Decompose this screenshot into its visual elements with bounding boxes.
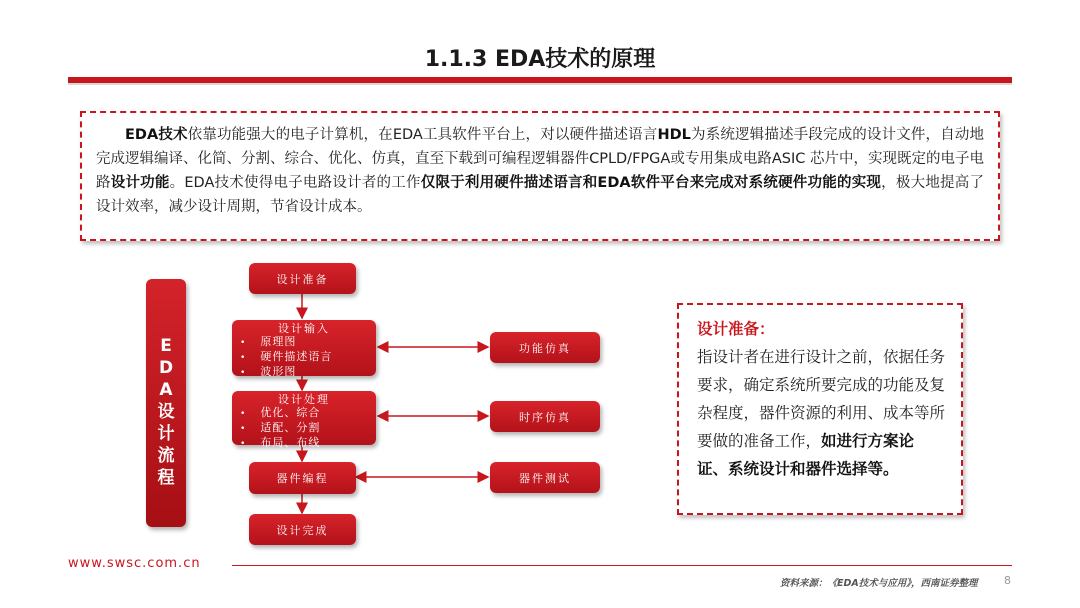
node-design-prep: [249, 263, 356, 294]
node-label: 器件编程: [276, 472, 329, 485]
intro-term-eda: EDA技术: [125, 127, 188, 143]
side-char: 程: [157, 468, 175, 488]
side-char: D: [158, 358, 174, 378]
note-text: 指设计者在进行设计之前，依据任务要求，确定系统所要完成的功能及复杂程度，器件资源的利用、成本等所要做的准备工作，: [697, 348, 946, 450]
note-emphasis: 如进行方案论证、系统设计和器件选择等。: [697, 432, 915, 478]
side-char: A: [159, 380, 173, 400]
intro-term-hdl: HDL: [657, 127, 691, 143]
node-design-done: [249, 514, 356, 545]
intro-text-1: 依靠功能强大的电子计算机，在EDA工具软件平台上，对以硬件描述语言: [187, 127, 658, 143]
intro-text-3: 。EDA技术使得电子电路设计者的工作: [169, 175, 421, 191]
intro-text-2: 为系统逻辑描述手段完成的设计文件，自动地完成逻辑编译、化简、分割、综合、优化、仿真，直至下载到可编程逻辑器件CPLD/FPGA或专用集成电路ASIC 芯片中，实现既定的电子电路: [96, 127, 985, 191]
node-items: [232, 406, 376, 451]
node-function-sim: [490, 332, 600, 363]
node-timing-sim: [490, 401, 600, 432]
note-body: [697, 343, 945, 483]
node-label: 功能仿真: [519, 341, 571, 355]
page-title: 1.1.3 EDA技术的原理: [424, 47, 656, 72]
node-item: • 原理图: [240, 335, 376, 350]
node-label: 器件测试: [519, 471, 571, 485]
node-device-test: [490, 462, 600, 493]
node-item: • 硬件描述语言: [240, 350, 376, 365]
node-label: 设计完成: [276, 523, 329, 537]
footer-divider: [232, 565, 1012, 566]
node-item: • 优化、综合: [240, 406, 376, 421]
intro-term-design-function: 设计功能: [110, 175, 170, 191]
node-title: 设计输入: [278, 322, 330, 335]
node-label: 时序仿真: [519, 410, 571, 424]
node-item: • 适配、分割: [240, 421, 376, 436]
note-title: 设计准备：: [697, 320, 775, 338]
source-note: 资料来源：《EDA技术与应用》，西南证券整理: [780, 578, 978, 589]
node-item: • 波形图: [240, 365, 376, 380]
side-char: 设: [157, 402, 175, 422]
side-char: E: [160, 336, 172, 356]
node-label: 设计准备: [276, 272, 329, 286]
side-char: 计: [157, 424, 175, 444]
node-items: [232, 335, 376, 380]
node-item: • 布局、布线: [240, 436, 376, 451]
design-prep-note: [677, 303, 963, 515]
intro-text-4: ，极大地提高了设计效率，减少设计周期，节省设计成本。: [96, 175, 985, 215]
intro-emphasis: 仅限于利用硬件描述语言和EDA软件平台来完成对系统硬件功能的实现: [420, 175, 882, 191]
node-title: 设计处理: [278, 393, 330, 406]
node-design-process: [232, 391, 376, 449]
side-char: 流: [157, 446, 175, 466]
footer-website[interactable]: www.swsc.com.cn: [68, 556, 201, 571]
page-number: 8: [1004, 574, 1011, 587]
node-design-input: [232, 320, 376, 376]
node-device-program: [249, 462, 356, 494]
